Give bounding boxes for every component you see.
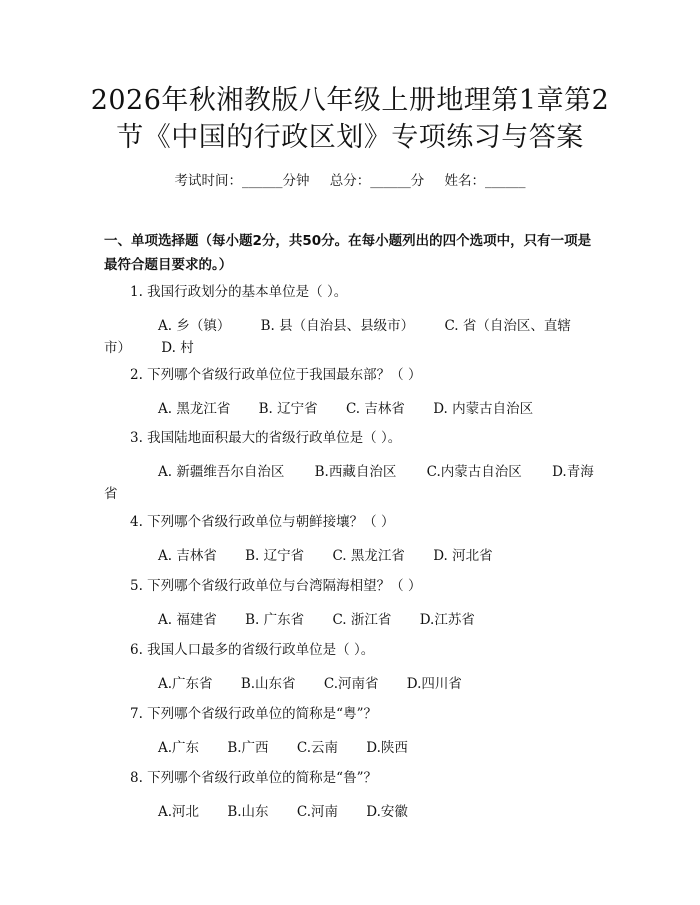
section-heading: 一、单项选择题（每小题2分，共50分。在每小题列出的四个选项中，只有一项是最符合题目要求的。）: [104, 233, 592, 273]
option-c: C. 黑龙江省: [332, 548, 405, 564]
option-a: A.广东省: [158, 676, 213, 692]
option-b: B. 广东省: [245, 612, 305, 628]
option-b: B. 辽宁省: [258, 401, 318, 417]
option-c: C.河南省: [323, 676, 379, 692]
option-a: A. 黑龙江省: [158, 401, 231, 417]
option-b: B.西藏自治区: [314, 464, 397, 480]
exam-time: 考试时间：______分钟: [174, 173, 310, 189]
option-d: D.安徽: [366, 804, 408, 820]
option-c: C. 省（自治区、直辖市）: [104, 318, 571, 356]
option-d: D. 河北省: [433, 548, 493, 564]
option-c: C.云南: [296, 740, 338, 756]
question-options: [104, 315, 600, 359]
question-stem: 5. 下列哪个省级行政单位与台湾隔海相望？（ ）: [130, 578, 422, 594]
question-options: [104, 545, 600, 567]
question-options: [104, 737, 600, 759]
question-stem: 4. 下列哪个省级行政单位与朝鲜接壤？（ ）: [130, 514, 395, 530]
option-b: B. 辽宁省: [245, 548, 305, 564]
option-c: C.内蒙古自治区: [426, 464, 522, 480]
option-d: D.陕西: [366, 740, 408, 756]
option-a: A. 福建省: [158, 612, 217, 628]
option-a: A. 乡（镇）: [158, 318, 231, 334]
question-8: [104, 767, 600, 823]
option-d: D.青海省: [104, 464, 594, 502]
option-c: C. 浙江省: [332, 612, 392, 628]
question-6: [104, 639, 600, 695]
question-stem: 1. 我国行政划分的基本单位是（ ）。: [130, 284, 348, 300]
exam-info: [0, 169, 700, 189]
option-a: A.广东: [158, 740, 200, 756]
question-1: [104, 281, 600, 359]
option-d: D.四川省: [406, 676, 462, 692]
question-stem: 6. 我国人口最多的省级行政单位是（ ）。: [130, 642, 375, 658]
option-b: B.山东: [227, 804, 269, 820]
option-c: C. 吉林省: [345, 401, 405, 417]
option-b: B.广西: [227, 740, 269, 756]
question-options: [104, 461, 600, 505]
exam-name: 姓名：______: [444, 173, 526, 189]
option-d: D. 村: [161, 340, 194, 356]
question-options: [104, 673, 600, 695]
document-title: [60, 82, 640, 156]
question-2: [104, 364, 600, 420]
option-b: B.山东省: [240, 676, 296, 692]
option-d: D. 内蒙古自治区: [433, 401, 534, 417]
question-7: [104, 703, 600, 759]
question-options: [104, 801, 600, 823]
question-stem: 2. 下列哪个省级行政单位位于我国最东部？（ ）: [130, 367, 422, 383]
option-a: A. 新疆维吾尔自治区: [158, 464, 285, 480]
question-stem: 7. 下列哪个省级行政单位的简称是“粤”？: [130, 706, 377, 722]
question-4: [104, 511, 600, 567]
question-options: [104, 609, 600, 631]
option-a: A.河北: [158, 804, 200, 820]
exam-score: 总分：______分: [329, 173, 425, 189]
question-options: [104, 398, 600, 420]
question-stem: 8. 下列哪个省级行政单位的简称是“鲁”？: [130, 770, 377, 786]
question-5: [104, 575, 600, 631]
option-b: B. 县（自治县、县级市）: [260, 318, 415, 334]
title-line-1: 2026年秋湘教版八年级上册地理第1章第2: [90, 85, 610, 116]
option-c: C.河南: [296, 804, 338, 820]
title-line-2: 节《中国的行政区划》专项练习与答案: [116, 122, 584, 153]
question-stem: 3. 我国陆地面积最大的省级行政单位是（ ）。: [130, 430, 402, 446]
option-a: A. 吉林省: [158, 548, 217, 564]
option-d: D.江苏省: [419, 612, 475, 628]
question-3: [104, 427, 600, 505]
